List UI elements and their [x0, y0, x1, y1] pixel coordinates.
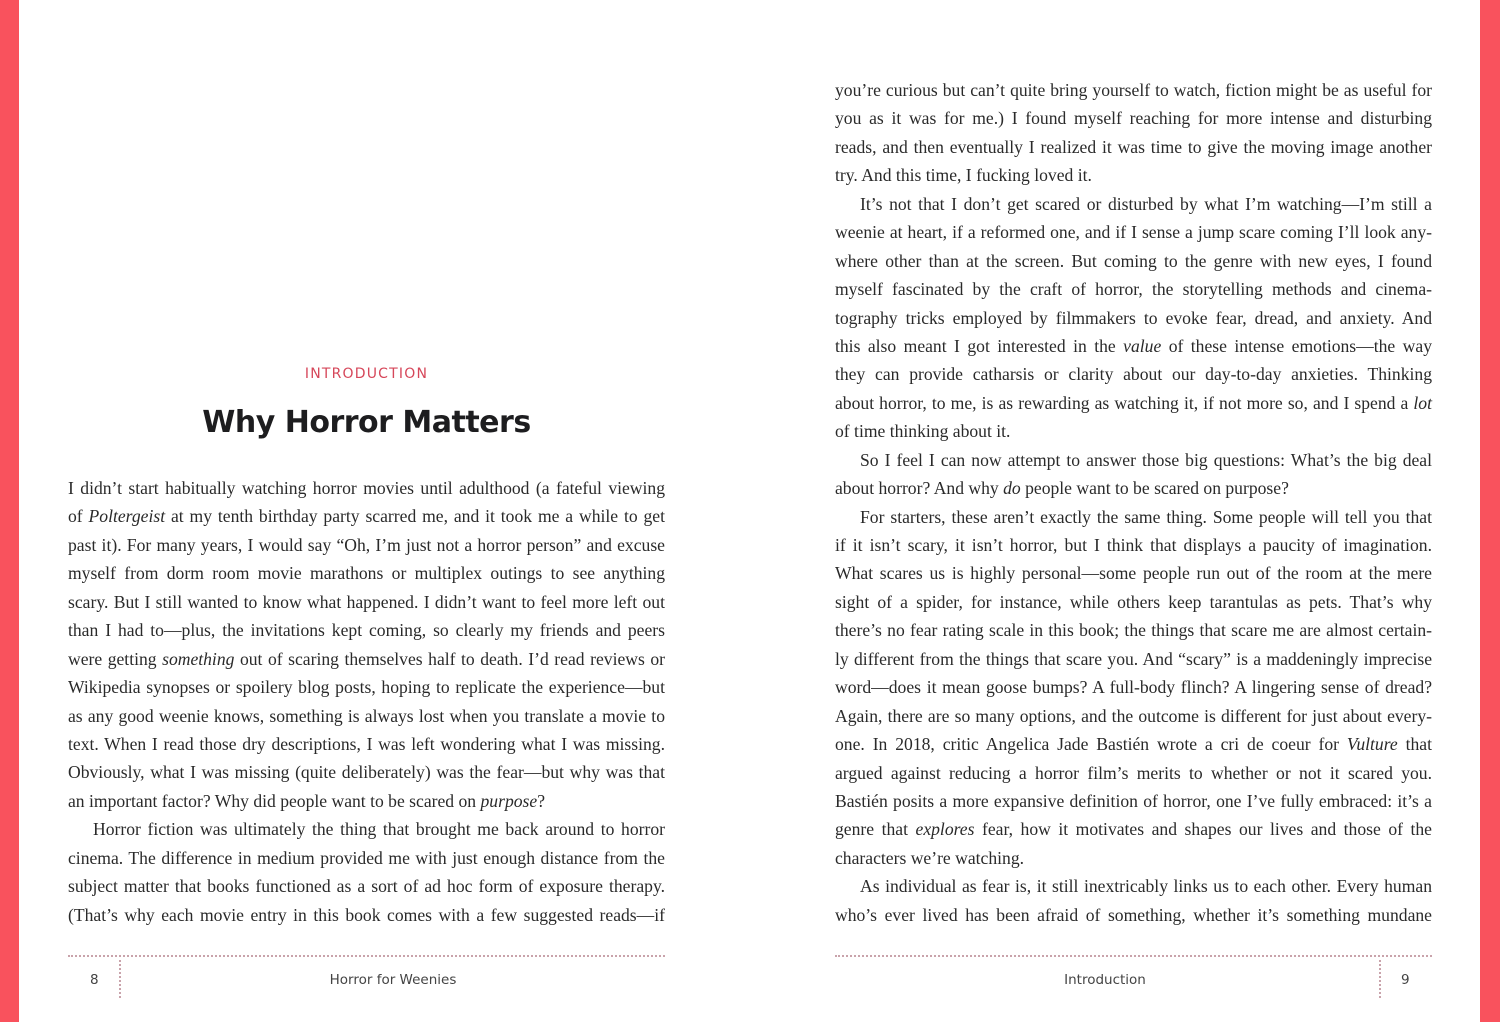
text-line: Horror fiction was ultimately the thing that brought me back around to horror: [93, 819, 665, 840]
text-line: of Poltergeist at my tenth birthday party scarred me, and it took me a while to get: [68, 506, 665, 527]
paragraph: [68, 815, 665, 929]
text-line: where other than at the screen. But coming to the genre with new eyes, I found: [835, 250, 1432, 271]
text-line: who’s ever lived has been afraid of something, whether it’s something mundane: [835, 904, 1432, 925]
right-page: [835, 0, 1432, 1022]
text-line: text. When I read those dry descriptions, I was left wondering what I was missing.: [68, 733, 665, 754]
text-line: ly different from the things that scare you. And “scary” is a maddeningly imprecise: [835, 648, 1432, 669]
paragraph: [835, 446, 1432, 503]
text-line: about horror, to me, is as rewarding as watching it, if not more so, and I spend a lot: [835, 392, 1432, 413]
text-line: genre that explores fear, how it motivates and shapes our lives and those of the: [835, 819, 1432, 840]
text-line: an important factor? Why did people want to be scared on purpose?: [68, 790, 546, 811]
text-line: Again, there are so many options, and the outcome is different for just about every-: [835, 705, 1432, 726]
text-line: than I had to—plus, the invitations kept coming, so clearly my friends and peers: [68, 620, 665, 641]
footer-dotted-divider: [1379, 960, 1381, 998]
text-line: sight of a spider, for instance, while others keep tarantulas as pets. That’s why: [835, 591, 1432, 612]
footer-dotted-divider: [119, 960, 121, 998]
running-head-chapter: Introduction: [1064, 972, 1146, 988]
emphasis: purpose: [480, 790, 538, 811]
right-page-body: [835, 76, 1432, 929]
text-line: So I feel I can now attempt to answer those big questions: What’s the big deal: [860, 449, 1432, 470]
page-number: 8: [90, 972, 99, 988]
chapter-kicker: INTRODUCTION: [304, 366, 429, 382]
emphasis: something: [162, 648, 235, 669]
text-line: subject matter that books functioned as a sort of ad hoc form of exposure therapy.: [68, 876, 665, 897]
footer-dotted-rule: [835, 955, 1432, 957]
text-line: as any good weenie knows, something is always lost when you translate a movie to: [68, 705, 665, 726]
left-page: [68, 0, 665, 1022]
text-line: about horror? And why do people want to be scared on purpose?: [835, 478, 1289, 499]
text-line: As individual as fear is, it still inextricably links us to each other. Every human: [860, 876, 1432, 897]
paragraph: [68, 474, 665, 815]
running-head-book-title: Horror for Weenies: [329, 972, 457, 988]
page-number: 9: [1401, 972, 1410, 988]
text-line: one. In 2018, critic Angelica Jade Bastién wrote a cri de coeur for Vulture that: [835, 734, 1433, 755]
text-line: this also meant I got interested in the value of these intense emotions—the way: [835, 335, 1432, 356]
text-line: there’s no fear rating scale in this book; the things that scare me are almost certain-: [835, 620, 1432, 641]
text-line: if it isn’t scary, it isn’t horror, but I think that displays a paucity of imagination.: [835, 535, 1432, 555]
footer-dotted-rule: [68, 955, 665, 957]
text-line: reads, and then eventually I realized it was time to give the moving image another: [835, 136, 1432, 157]
emphasis: lot: [1413, 392, 1432, 413]
text-line: tography tricks employed by filmmakers to evoke fear, dread, and anxiety. And: [835, 307, 1432, 328]
text-line: were getting something out of scaring themselves half to death. I’d read reviews or: [68, 648, 665, 669]
text-line: they can provide catharsis or clarity about our day-to-day anxieties. Thinking: [835, 364, 1432, 385]
paragraph: [835, 190, 1432, 446]
right-edge-accent-bar: [1480, 0, 1500, 1022]
text-line: myself from dorm room movie marathons or multiplex outings to see anything: [68, 563, 665, 584]
text-line: word—does it mean goose bumps? A full-body flinch? A lingering sense of dread?: [835, 677, 1432, 698]
text-line: characters we’re watching.: [835, 847, 1025, 868]
text-line: weenie at heart, if a reformed one, and if I sense a jump scare coming I’ll look any-: [835, 222, 1432, 243]
text-line: cinema. The difference in medium provided me with just enough distance from the: [68, 847, 665, 868]
text-line: For starters, these aren’t exactly the same thing. Some people will tell you that: [860, 506, 1432, 527]
text-line: Wikipedia synopses or spoilery blog posts, hoping to replicate the experience—but: [68, 677, 665, 698]
left-page-body: [68, 474, 665, 929]
text-line: you’re curious but can’t quite bring yourself to watch, fiction might be as useful for: [835, 80, 1432, 100]
text-line: scary. But I still wanted to know what happened. I didn’t want to feel more left out: [68, 591, 665, 612]
left-edge-accent-bar: [0, 0, 19, 1022]
paragraph: [835, 872, 1432, 929]
paragraph: [835, 503, 1432, 873]
text-line: (That’s why each movie entry in this book comes with a few suggested reads—if: [68, 904, 665, 925]
text-line: I didn’t start habitually watching horror movies until adulthood (a fateful viewing: [68, 478, 665, 498]
text-line: Obviously, what I was missing (quite deliberately) was the fear—but why was that: [68, 762, 665, 783]
emphasis: do: [1003, 478, 1021, 499]
emphasis: Vulture: [1346, 734, 1398, 755]
emphasis: explores: [915, 819, 975, 840]
text-line: past it). For many years, I would say “Oh, I’m just not a horror person” and excuse: [68, 534, 665, 555]
emphasis: value: [1123, 335, 1162, 356]
text-line: of time thinking about it.: [835, 421, 1011, 442]
chapter-title: Why Horror Matters: [202, 405, 531, 440]
text-line: try. And this time, I fucking loved it.: [835, 165, 1092, 186]
text-line: argued against reducing a horror film’s merits to whether or not it scared you.: [835, 762, 1432, 783]
text-line: Bastién posits a more expansive definition of horror, one I’ve fully embraced: it’s a: [835, 790, 1432, 811]
text-line: What scares us is highly personal—some people run out of the room at the mere: [835, 563, 1432, 584]
text-line: It’s not that I don’t get scared or disturbed by what I’m watching—I’m still a: [860, 193, 1432, 214]
text-line: myself fascinated by the craft of horror, the storytelling methods and cinema-: [835, 279, 1432, 300]
paragraph: [835, 76, 1432, 190]
emphasis: Poltergeist: [88, 506, 166, 527]
text-line: you as it was for me.) I found myself reaching for more intense and disturbing: [835, 108, 1432, 129]
